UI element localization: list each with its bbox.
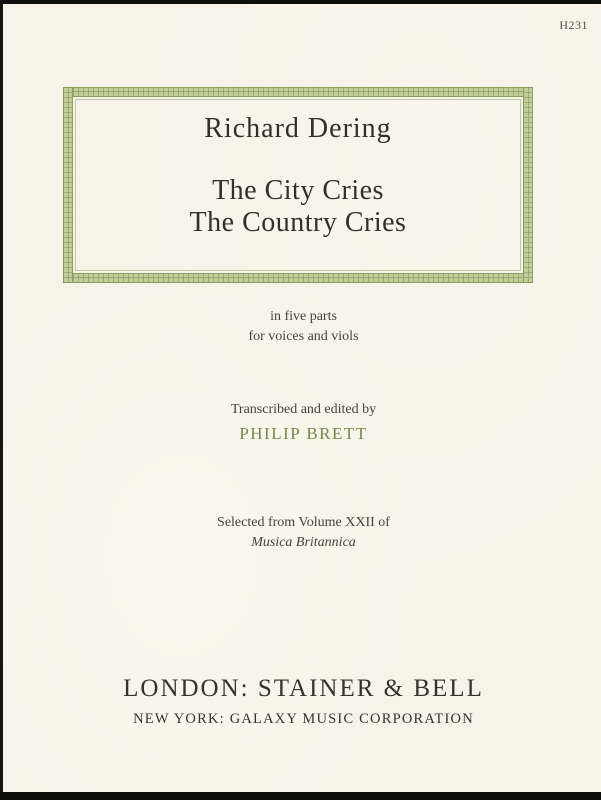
ornamental-frame xyxy=(63,87,533,283)
editor-credit xyxy=(3,400,601,445)
composer-name: Richard Dering xyxy=(204,113,392,144)
scan-edge-top xyxy=(0,0,601,4)
scan-edge-left xyxy=(0,0,3,800)
scan-edge-bottom xyxy=(0,792,601,800)
publisher-newyork: NEW YORK: GALAXY MUSIC CORPORATION xyxy=(133,711,474,727)
publisher-imprint xyxy=(3,674,601,730)
scoring-note-line-1: in five parts xyxy=(270,309,337,324)
scoring-note xyxy=(3,307,601,347)
scoring-note-line-2: for voices and viols xyxy=(248,329,359,344)
title-page xyxy=(3,4,601,792)
work-title-line-1: The City Cries xyxy=(212,175,384,206)
source-note xyxy=(3,513,601,553)
publisher-london: LONDON: STAINER & BELL xyxy=(123,675,484,702)
title-block xyxy=(63,87,533,283)
editor-name: PHILIP BRETT xyxy=(239,424,368,443)
editor-credit-intro: Transcribed and edited by xyxy=(230,402,377,417)
work-title-line-2: The Country Cries xyxy=(189,207,407,238)
source-note-line: Selected from Volume XXII of xyxy=(217,515,390,530)
source-series-title: Musica Britannica xyxy=(251,535,356,550)
catalog-number: H231 xyxy=(559,18,588,32)
